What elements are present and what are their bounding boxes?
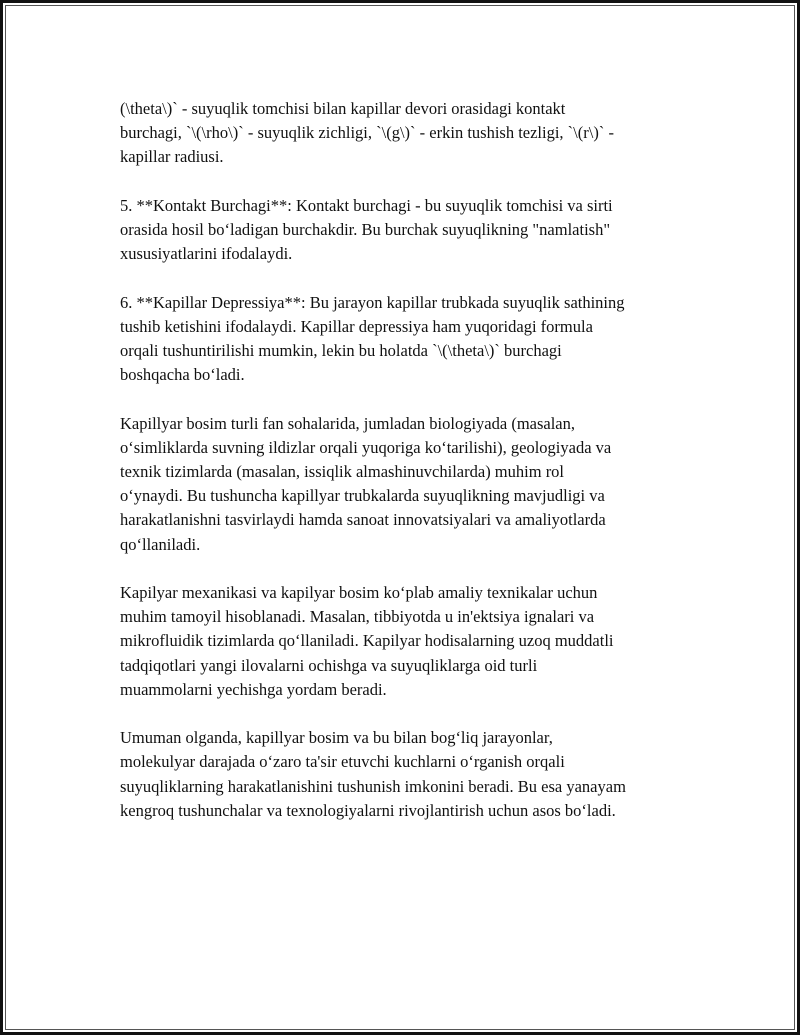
paragraph-capillary-mechanics: Kapilyar mexanikasi va kapilyar bosim ko‘plab amaliy texnikalar uchun muhim tamoyil hisoblanadi. Masalan, tibbiyotda u in'ektsiya ignalari va mikrofluidik tizimlarda qo‘llaniladi. Kapilyar hodisalarning uzoq muddatli tadqiqotlari yangi ilovalarni ochishga va suyuqliklarga oid turli muammolarni yechishga yordam beradi. xyxy=(120,583,614,699)
paragraph-contact-angle: 5. **Kontakt Burchagi**: Kontakt burchagi - bu suyuqlik tomchisi va sirti orasida hosil bo‘ladigan burchakdir. Bu burchak suyuqlikning "namlatish" xususiyatlarini ifodalaydi. xyxy=(120,195,613,264)
paragraph-formula-definitions: (\theta\)` - suyuqlik tomchisi bilan kapillar devori orasidagi kontakt burchagi, `\(\rho\)` - suyuqlik zichligi, `\(g\)` - erkin tushish tezligi, `\(r\)` - kapillar radiusi. xyxy=(120,99,614,167)
paragraph-conclusion: Umuman olganda, kapillyar bosim va bu bilan bog‘liq jarayonlar, molekulyar darajada o‘zaro ta'sir etuvchi kuchlarni o‘rganish orqali suyuqliklarning harakatlanishini tushunish imkonini beradi. Bu esa yanayam kengroq tushunchalar va texnologiyalarni rivojlantirish uchun asos bo‘ladi. xyxy=(120,728,626,820)
paragraph-capillary-depression: 6. **Kapillar Depressiya**: Bu jarayon kapillar trubkada suyuqlik sathining tushib ketishini ifodalaydi. Kapillar depressiya ham yuqoridagi formula orqali tushuntirilishi mumkin, lekin bu holatda `\(\theta\)` burchagi boshqacha bo‘ladi. xyxy=(120,292,625,385)
document-body xyxy=(120,97,692,847)
paragraph-capillary-applications: Kapillyar bosim turli fan sohalarida, jumladan biologiyada (masalan, o‘simliklarda suvning ildizlar orqali yuqoriga ko‘tarilishi), geologiyada va texnik tizimlarda (masalan, issiqlik almashinuvchilarda) muhim rol o‘ynaydi. Bu tushuncha kapillyar trubkalarda suyuqlikning mavjudligi va harakatlanishni tasvirlaydi hamda sanoat innovatsiyalari va amaliyotlarda qo‘llaniladi. xyxy=(120,413,612,554)
